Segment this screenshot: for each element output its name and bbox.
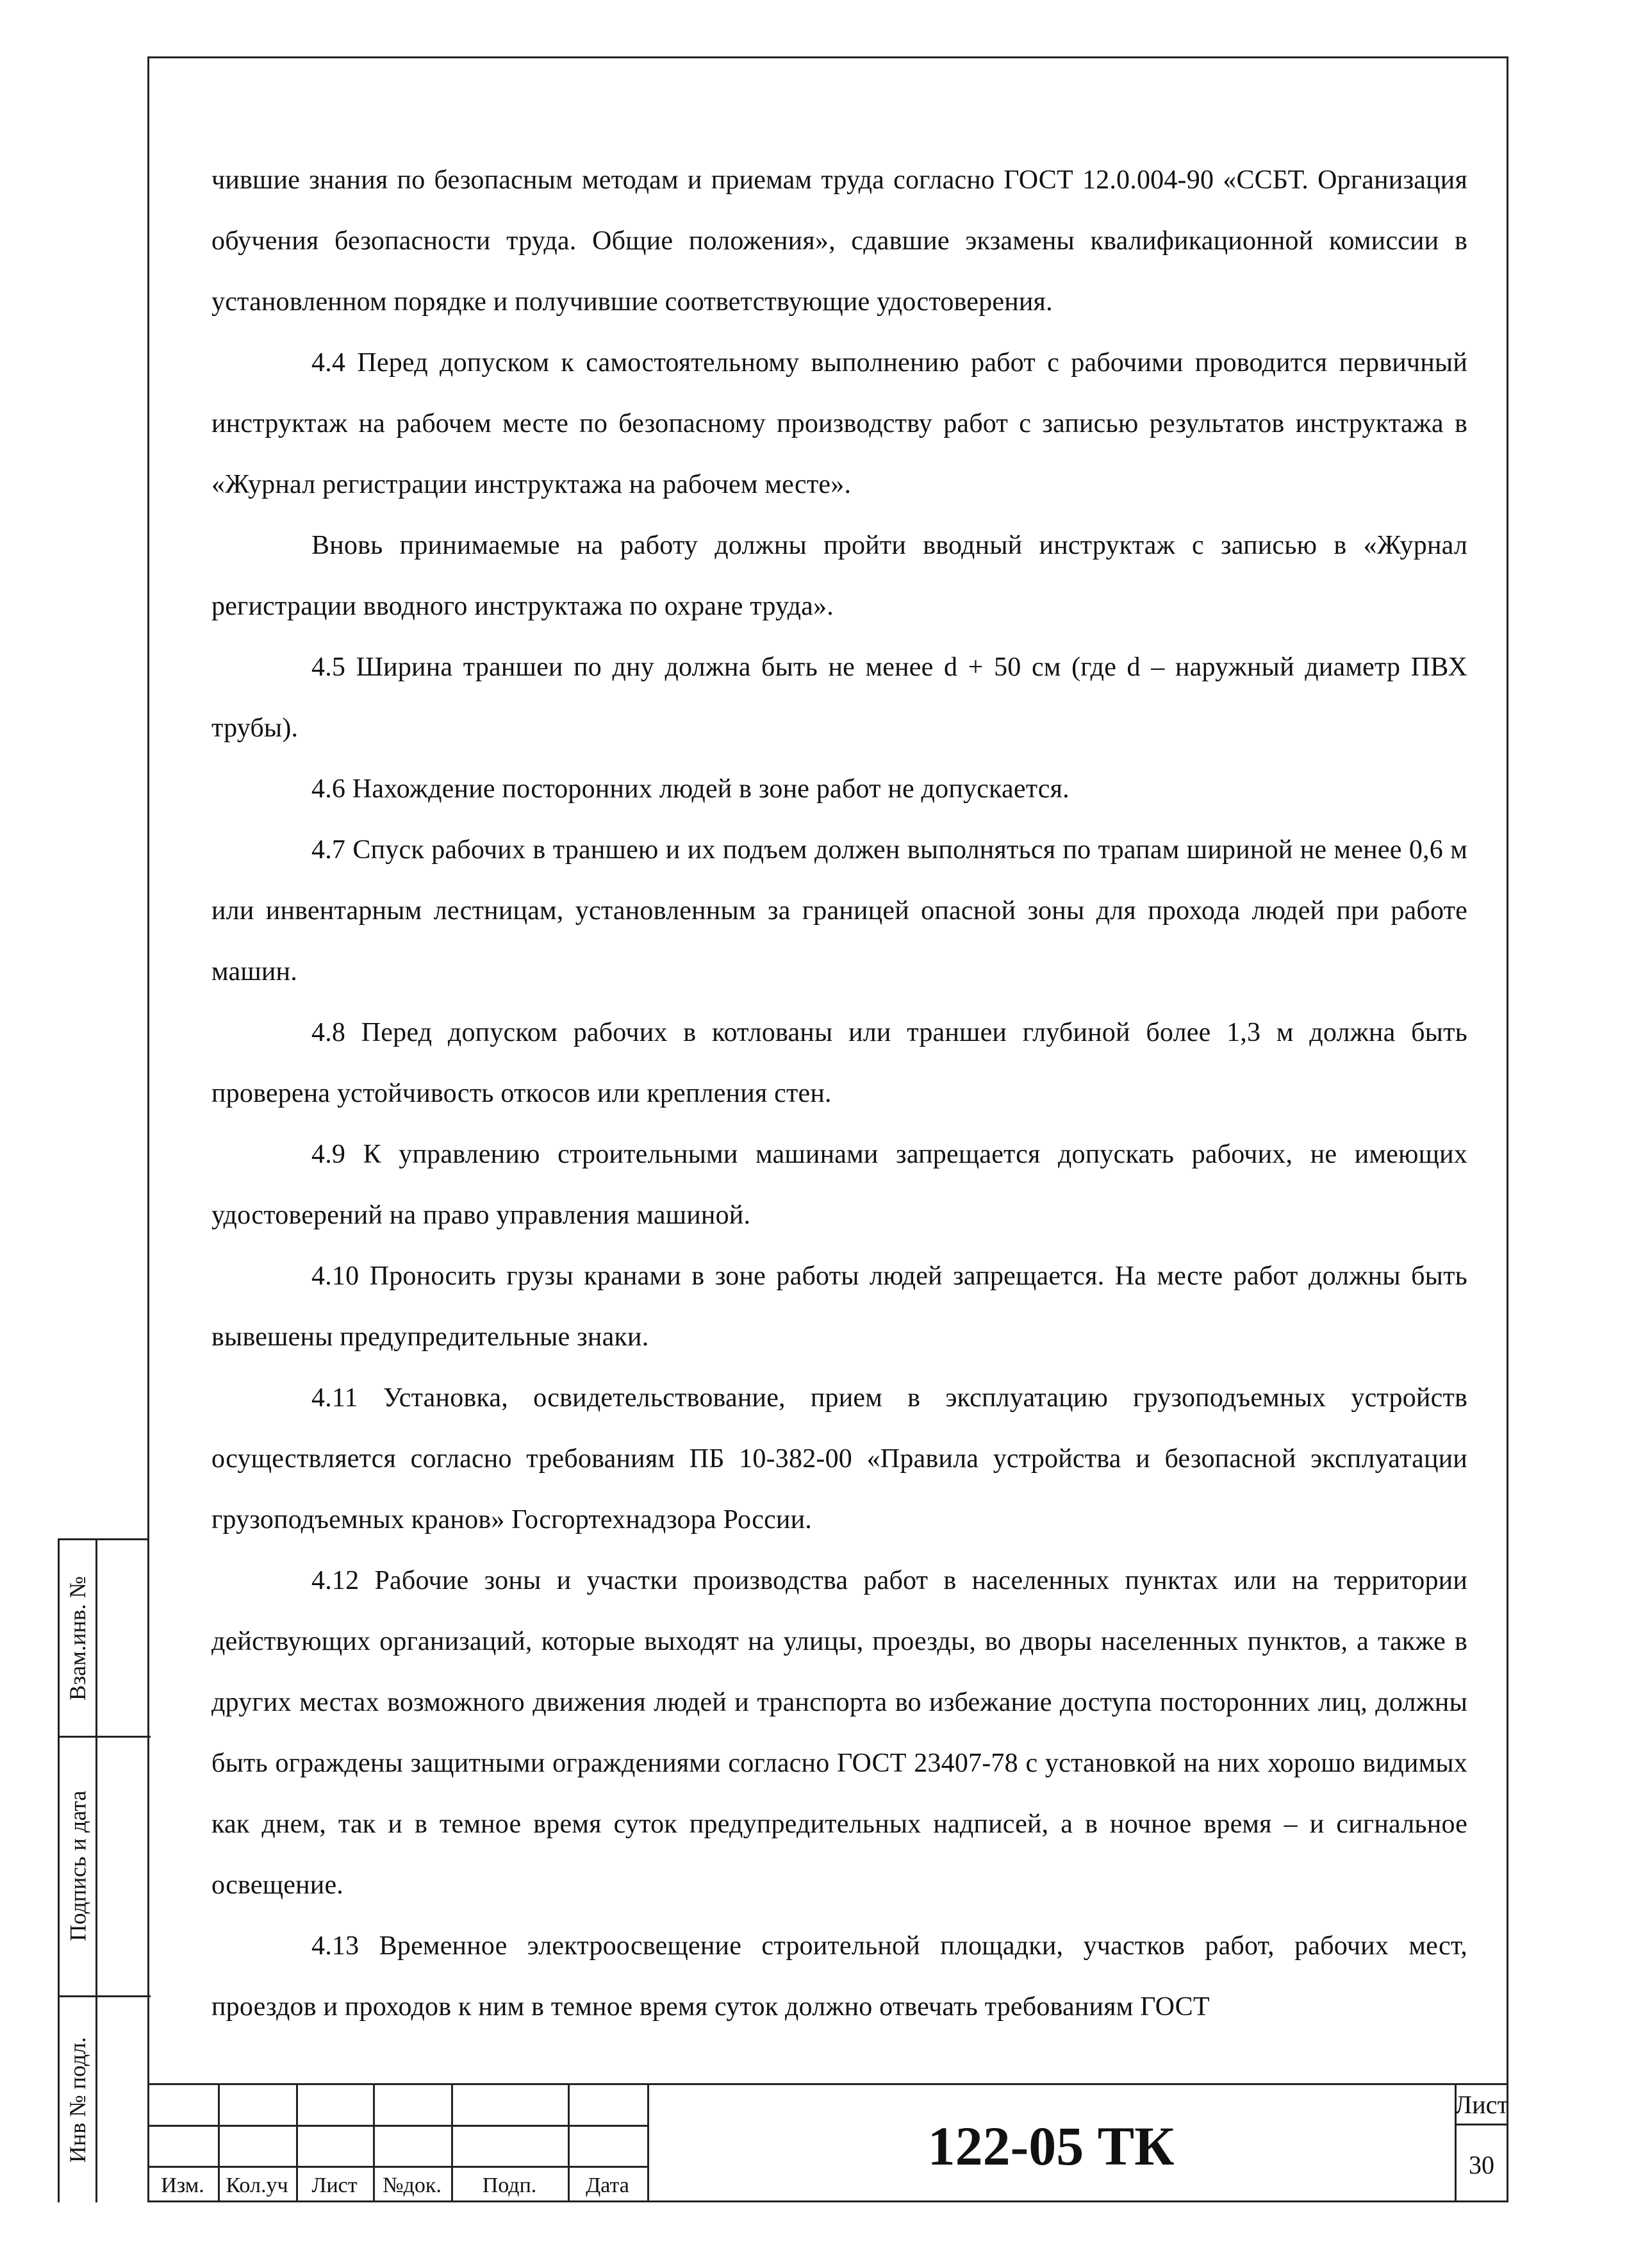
sheet-label: Лист: [1455, 2090, 1508, 2119]
paragraph: Вновь принимаемые на работу должны пройти вводный инструктаж с записью в «Журнал регистрации вводного инструктажа по охране труда».: [211, 531, 1467, 621]
col-date: Дата: [586, 2174, 629, 2197]
col-izm: Изм.: [161, 2174, 204, 2197]
paragraph: 4.12 Рабочие зоны и участки производства работ в населенных пунктах или на территории действующих организаций, которые выходят на улицы, проезды, во дворы населенных пунктов, а также в других местах возможного движения людей и транспорта во избежание доступа посторонних лиц, должны быть ограждены защитными ограждениями согласно ГОСТ 23407-78 с установкой на них хорошо видимых как днем, так и в темное время суток предупредительных надписей, а в ночное время – и сигнальное освещение.: [211, 1566, 1467, 1900]
document-code: 122-05 ТК: [927, 2115, 1175, 2177]
paragraph: 4.13 Временное электроосвещение строительной площадки, участков работ, рабочих мест, проездов и проходов к ним в темное время суток должно отвечать требованиям ГОСТ: [211, 1931, 1467, 2022]
col-list: Лист: [311, 2174, 358, 2197]
col-sign: Подп.: [482, 2174, 537, 2197]
paragraph: 4.7 Спуск рабочих в траншею и их подъем должен выполняться по трапам шириной не менее 0,6 м или инвентарным лестницам, установленным за границей опасной зоны для прохода людей при работе машин.: [211, 835, 1467, 986]
label-sign-date: Подпись и дата: [65, 1790, 91, 1941]
tb-line: [147, 2125, 647, 2127]
paragraph: 4.9 К управлению строительными машинами запрещается допускать рабочих, не имеющих удостоверений на право управления машиной.: [211, 1140, 1467, 1230]
paragraph: 4.6 Нахождение посторонних людей в зоне работ не допускается.: [311, 774, 1070, 804]
col-doc-num: №док.: [383, 2174, 442, 2197]
sheet-number: 30: [1469, 2150, 1494, 2179]
label-inv-zam: Взам.инв. №: [65, 1576, 90, 1701]
paragraph: 4.4 Перед допуском к самостоятельному выполнению работ с рабочими проводится первичный инструктаж на рабочем месте по безопасному производству работ с записью результатов инструктажа в «Журнал регистрации инструктажа на рабочем месте».: [211, 348, 1467, 499]
label-inv-podl: Инв № подл.: [65, 2036, 90, 2163]
strip-column-divider: [95, 1540, 97, 2202]
document-body: [211, 150, 1467, 2038]
title-block: [147, 2083, 1508, 2202]
paragraph: чившие знания по безопасным методам и приемам труда согласно ГОСТ 12.0.004-90 «ССБТ. Организация обучения безопасности труда. Общие положения», сдавшие экзамены квалификационной комиссии в установленном порядке и получившие соответствующие удостоверения.: [211, 165, 1467, 317]
side-stamp-strip: [58, 1538, 149, 2202]
paragraph: 4.11 Установка, освидетельствование, прием в эксплуатацию грузоподъемных устройств осуществляется согласно требованиям ПБ 10-382-00 «Правила устройства и безопасной эксплуатации грузоподъемных кранов» Госгортехнадзора России.: [211, 1383, 1467, 1534]
paragraph: 4.10 Проносить грузы кранами в зоне работы людей запрещается. На месте работ должны быть вывешены предупредительные знаки.: [211, 1261, 1467, 1352]
paragraph: 4.8 Перед допуском рабочих в котлованы или траншеи глубиной более 1,3 м должна быть проверена устойчивость откосов или крепления стен.: [211, 1018, 1467, 1108]
col-kol-uch: Кол.уч: [226, 2174, 288, 2197]
paragraph: 4.5 Ширина траншеи по дну должна быть не менее d + 50 см (где d – наружный диаметр ПВХ трубы).: [211, 653, 1467, 743]
